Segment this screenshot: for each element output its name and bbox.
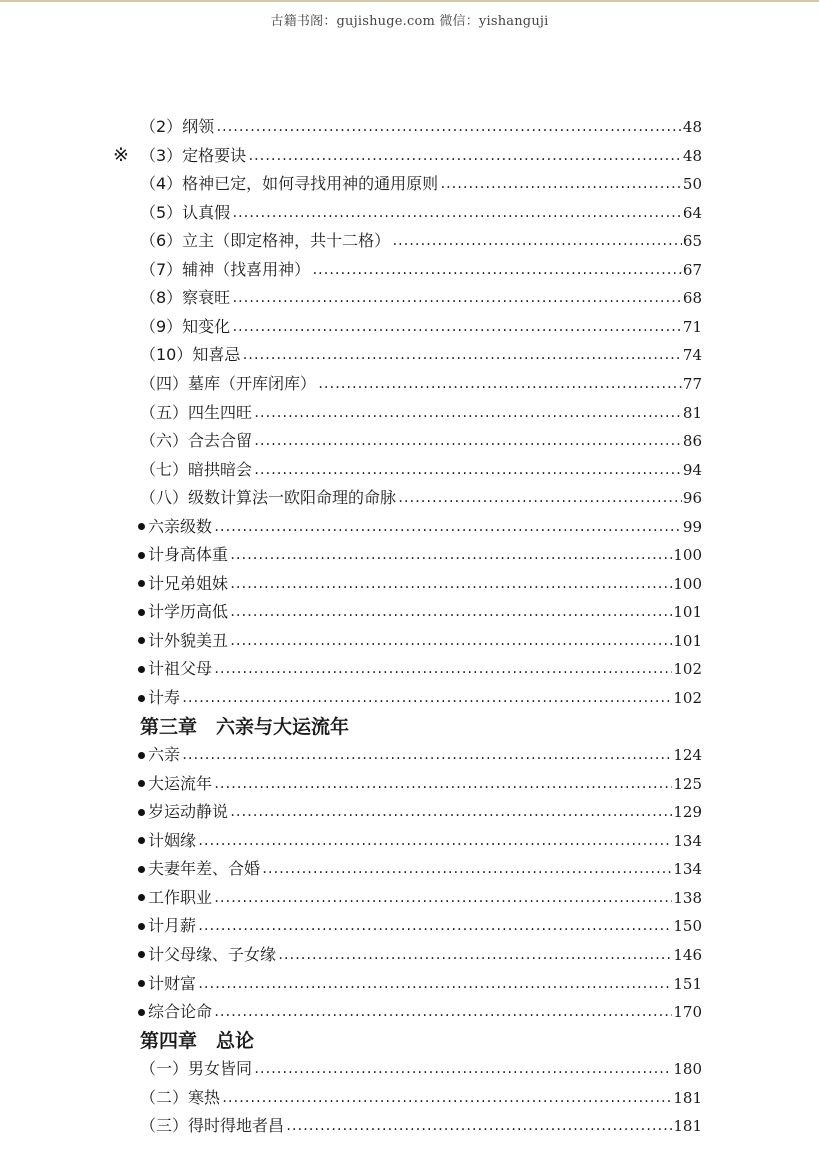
toc-page-number: 96 (682, 489, 702, 508)
dot-leader (247, 143, 682, 169)
toc-page-number: 151 (673, 974, 702, 993)
dot-leader (229, 571, 672, 597)
toc-page-number: 101 (673, 603, 702, 622)
dot-leader (213, 771, 672, 797)
toc-row (0, 198, 819, 226)
toc-page-number: 102 (673, 660, 702, 679)
toc-entry (140, 342, 702, 368)
toc-page-number: 125 (673, 774, 702, 793)
toc-entry-label: （二）寒热 (140, 1087, 221, 1107)
toc-page-number: 86 (682, 432, 702, 451)
toc-row (0, 683, 819, 711)
dot-leader (231, 200, 682, 226)
toc-row (0, 797, 819, 825)
toc-page-number: 170 (673, 1003, 702, 1022)
bullet-icon (138, 752, 145, 759)
toc-page-number: 150 (673, 917, 702, 936)
dot-leader (221, 1085, 672, 1111)
chapter-title: 第三章 六亲与大运流年 (140, 715, 350, 738)
toc-page-number: 48 (682, 146, 702, 165)
toc-entry (138, 942, 702, 968)
toc-entry-label: （七）暗拱暗会 (140, 459, 253, 479)
toc-row (0, 911, 819, 939)
toc-page-number: 99 (682, 517, 702, 536)
toc-row (0, 455, 819, 483)
bullet-icon (138, 552, 145, 559)
toc-row (0, 112, 819, 140)
toc-entry-label: 计姻缘 (148, 830, 197, 850)
dot-leader (241, 342, 682, 368)
toc-entry-label: （3）定格要诀 (140, 145, 247, 165)
toc-row (0, 540, 819, 568)
bullet-icon (138, 866, 145, 873)
toc-entry (140, 1085, 702, 1111)
toc-entry-label: 计财富 (148, 973, 197, 993)
dot-leader (213, 999, 672, 1025)
toc-entry-label: （四）墓库（开库闭库） (140, 373, 317, 393)
toc-entry (138, 971, 702, 997)
chapter-title: 第四章 总论 (140, 1029, 255, 1052)
toc-page-number: 134 (673, 831, 702, 850)
dot-leader (391, 228, 682, 254)
toc-entry-label: （7）辅神（找喜用神） (140, 259, 311, 279)
bullet-icon (138, 923, 145, 930)
toc-row (0, 426, 819, 454)
toc-entry-label: （三）得时得地者昌 (140, 1116, 285, 1136)
toc-entry-label: 计父母缘、子女缘 (148, 944, 277, 964)
toc-page-number: 94 (682, 460, 702, 479)
toc-row (0, 141, 819, 169)
dot-leader (197, 971, 672, 997)
toc-entry-label: 工作职业 (148, 887, 213, 907)
toc-page-number: 65 (682, 232, 702, 251)
toc-entry-label: （10）知喜忌 (140, 345, 241, 365)
toc-page-number: 100 (673, 546, 702, 565)
dot-leader (213, 656, 672, 682)
toc-row (0, 854, 819, 882)
bullet-icon (138, 809, 145, 816)
toc-entry (140, 143, 702, 169)
bullet-icon (138, 637, 145, 644)
bullet-icon (138, 837, 145, 844)
toc-entry-label: 综合论命 (148, 1002, 213, 1022)
dot-leader (317, 371, 682, 397)
bullet-icon (138, 666, 145, 673)
toc-page-number: 134 (673, 860, 702, 879)
toc-entry (138, 742, 702, 768)
toc-entry (140, 257, 702, 283)
toc-row (0, 597, 819, 625)
toc-entry-label: （2）纲领 (140, 117, 215, 136)
reference-mark: ※ (113, 143, 129, 166)
dot-leader (397, 485, 682, 511)
bullet-icon (138, 1009, 145, 1016)
toc-entry-label: 计学历高低 (148, 602, 229, 622)
dot-leader (181, 685, 672, 711)
bullet-icon (138, 780, 145, 787)
toc-entry-label: 计月薪 (148, 916, 197, 936)
toc-entry (138, 628, 702, 654)
toc-entry (138, 913, 702, 939)
toc-row (0, 940, 819, 968)
toc-entry (138, 885, 702, 911)
dot-leader (231, 314, 682, 340)
toc-entry-label: 计祖父母 (148, 659, 213, 679)
dot-leader (439, 171, 682, 197)
toc-entry-label: 六亲 (148, 745, 181, 765)
toc-entry (138, 514, 702, 540)
toc-page-number: 74 (682, 346, 702, 365)
bullet-icon (138, 523, 145, 530)
bullet-icon (138, 695, 145, 702)
toc-entry-label: （9）知变化 (140, 316, 231, 336)
chapter-heading-row (0, 1026, 819, 1054)
toc-entry (140, 314, 702, 340)
dot-leader (253, 1056, 672, 1082)
toc-row (0, 883, 819, 911)
dot-leader (181, 742, 672, 768)
toc-entry-label: （8）察衰旺 (140, 288, 231, 308)
toc-entry (140, 114, 702, 140)
dot-leader (213, 514, 682, 540)
toc-row (0, 826, 819, 854)
toc-page-number: 102 (673, 689, 702, 707)
toc-entry (140, 228, 702, 254)
toc-entry-label: （4）格神已定，如何寻找用神的通用原则 (140, 174, 439, 194)
toc-page-number: 50 (682, 175, 702, 194)
toc-page-number: 129 (673, 803, 702, 822)
toc-row (0, 769, 819, 797)
toc-row (0, 569, 819, 597)
toc-entry (138, 656, 702, 682)
toc-entry (138, 771, 702, 797)
toc-page-number: 64 (682, 203, 702, 222)
toc-entry (140, 457, 702, 483)
bullet-icon (138, 951, 145, 958)
toc-row (0, 740, 819, 768)
toc-entry (138, 999, 702, 1025)
toc-page-number: 71 (682, 317, 702, 336)
toc-row (0, 1083, 819, 1111)
toc-row (0, 369, 819, 397)
dot-leader (311, 257, 682, 283)
toc-row (0, 1111, 819, 1139)
toc-entry-label: （五）四生四旺 (140, 402, 253, 422)
toc-entry (138, 856, 702, 882)
dot-leader (197, 913, 672, 939)
toc-entry (140, 285, 702, 311)
toc-entry (138, 828, 702, 854)
toc-entry (140, 485, 702, 511)
toc-row (0, 997, 819, 1025)
dot-leader (277, 942, 672, 968)
toc-row (0, 398, 819, 426)
toc-page-number: 67 (682, 260, 702, 279)
toc-entry (140, 171, 702, 197)
toc-row (0, 969, 819, 997)
toc-entry-label: 岁运动静说 (148, 802, 229, 822)
toc-entry-label: （一）男女皆同 (140, 1059, 253, 1079)
toc-page-number: 146 (673, 945, 702, 964)
toc-entry-label: （6）立主（即定格神，共十二格） (140, 231, 391, 251)
toc-row (0, 312, 819, 340)
toc-row (0, 483, 819, 511)
toc-page-number: 81 (682, 403, 702, 422)
toc-row (0, 1054, 819, 1082)
toc-row (0, 626, 819, 654)
toc-page-number: 101 (673, 631, 702, 650)
toc-entry-label: 计外貌美丑 (148, 630, 229, 650)
toc-page-number: 181 (673, 1117, 702, 1136)
dot-leader (261, 856, 672, 882)
toc-entry (138, 571, 702, 597)
toc-row (0, 283, 819, 311)
toc-entry (140, 200, 702, 226)
toc-entry-label: 夫妻年差、合婚 (148, 859, 261, 879)
toc-entry-label: （八）级数计算法一欧阳命理的命脉 (140, 488, 397, 508)
bullet-icon (138, 894, 145, 901)
toc-entry (138, 542, 702, 568)
toc-entry (140, 1113, 702, 1139)
toc-entry (138, 799, 702, 825)
bullet-icon (138, 980, 145, 987)
toc-entry (140, 1056, 702, 1082)
toc-entry-label: 计兄弟姐妹 (148, 573, 229, 593)
dot-leader (213, 885, 672, 911)
toc-entry-label: 计身高体重 (148, 545, 229, 565)
toc-row (0, 226, 819, 254)
toc-entry (138, 685, 702, 711)
toc-row (0, 255, 819, 283)
dot-leader (215, 114, 682, 140)
toc-page-number: 138 (673, 888, 702, 907)
dot-leader (253, 457, 682, 483)
dot-leader (231, 285, 682, 311)
toc-entry (140, 371, 702, 397)
dot-leader (229, 799, 672, 825)
dot-leader (197, 828, 672, 854)
bullet-icon (138, 609, 145, 616)
top-border-line (0, 0, 819, 2)
toc-page-number: 181 (673, 1088, 702, 1107)
toc-page-number: 48 (682, 118, 702, 136)
toc-entry-label: 六亲级数 (148, 516, 213, 536)
toc-entry-label: 计寿 (148, 688, 181, 707)
dot-leader (229, 542, 672, 568)
chapter-heading-row (0, 712, 819, 740)
toc-entry-label: （5）认真假 (140, 202, 231, 222)
toc-entry (140, 400, 702, 426)
toc-page-number: 68 (682, 289, 702, 308)
toc-entry (138, 599, 702, 625)
bullet-icon (138, 580, 145, 587)
toc-row (0, 512, 819, 540)
dot-leader (253, 428, 682, 454)
toc-page-number: 77 (682, 374, 702, 393)
toc-row (0, 169, 819, 197)
dot-leader (229, 628, 672, 654)
dot-leader (253, 400, 682, 426)
dot-leader (229, 599, 672, 625)
toc-row (0, 654, 819, 682)
toc-page-number: 124 (673, 746, 702, 765)
toc-entry (140, 428, 702, 454)
toc-row (0, 340, 819, 368)
toc-entry-label: 大运流年 (148, 773, 213, 793)
toc-page-number: 180 (673, 1060, 702, 1079)
toc-entry-label: （六）合去合留 (140, 431, 253, 451)
toc-page-number: 100 (673, 574, 702, 593)
dot-leader (285, 1113, 672, 1139)
page-header: 古籍书阁：gujishuge.com 微信：yishanguji (270, 14, 549, 29)
